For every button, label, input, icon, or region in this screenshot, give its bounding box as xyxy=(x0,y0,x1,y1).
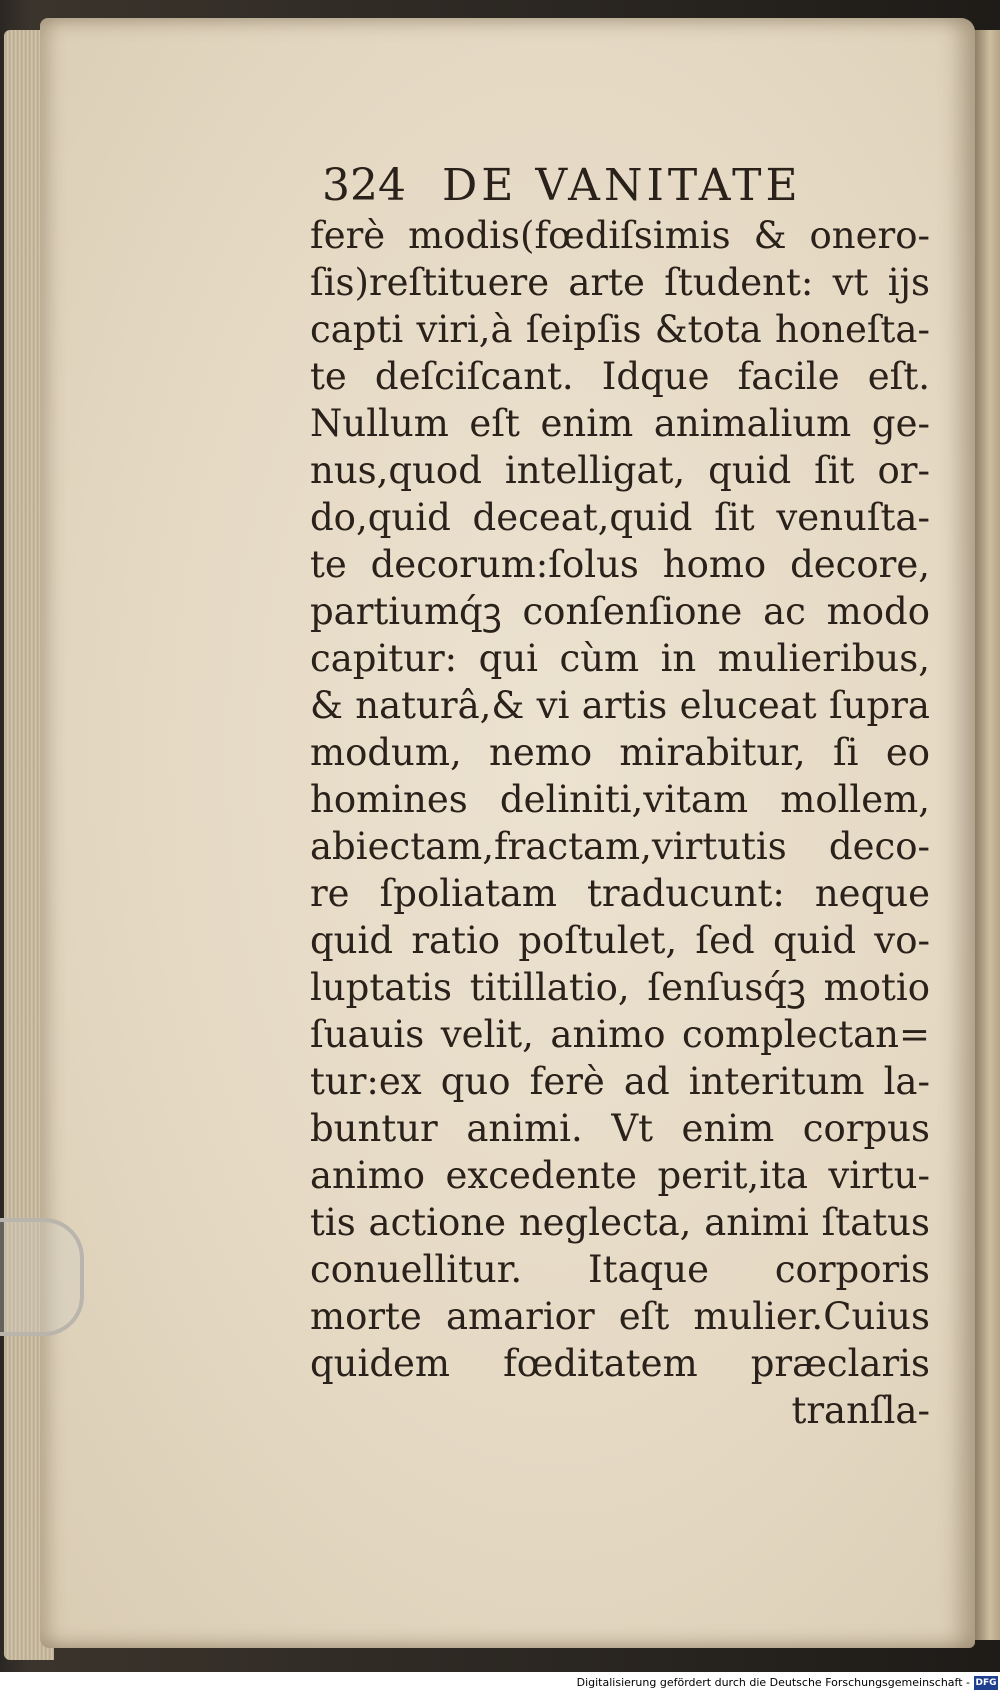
text-line: luptatis titillatio, ſenſusq́ꝫ motio xyxy=(310,966,930,1009)
text-line: conuellitur. Itaque corporis xyxy=(310,1248,930,1291)
text-line: & naturâ,& vi artis eluceat ſupra xyxy=(310,684,930,727)
text-line: tis actione neglecta, animi ſtatus xyxy=(310,1201,930,1244)
dfg-logo: DFG xyxy=(975,1678,997,1688)
text-line: quid ratio poſtulet, ſed quid vo- xyxy=(310,919,930,962)
text-line: te deſciſcant. Idque facile eſt. xyxy=(310,355,930,398)
text-line: ſuauis velit, animo complectan= xyxy=(310,1013,930,1056)
text-line: nus,quod intelligat, quid ſit or- xyxy=(310,449,930,492)
page-number: 324 xyxy=(322,160,406,211)
running-title: DE VANITATE xyxy=(442,160,802,211)
text-line: abiectam,fractam,virtutis deco- xyxy=(310,825,930,868)
facing-page-edge xyxy=(975,30,1000,1640)
text-line: homines deliniti,vitam mollem, xyxy=(310,778,930,821)
text-line: ſis)reſtituere arte ſtudent: vt ijs xyxy=(310,261,930,304)
page-clip xyxy=(0,1218,84,1336)
text-line: capti viri,à ſeipſis &tota honeſta- xyxy=(310,308,930,351)
text-line: modum, nemo mirabitur, ſi eo xyxy=(310,731,930,774)
text-line: ferè modis(fœdiſsimis & onero- xyxy=(310,214,930,257)
text-line: capitur: qui cùm in mulieribus, xyxy=(310,637,930,680)
text-line: morte amarior eſt mulier.Cuius xyxy=(310,1295,930,1338)
text-line: te decorum:ſolus homo decore, xyxy=(310,543,930,586)
text-line: partiumq́ꝫ conſenſione ac modo xyxy=(310,590,930,633)
footer-bar xyxy=(0,1672,1000,1697)
text-line: do,quid deceat,quid ſit venuſta- xyxy=(310,496,930,539)
text-line: tur:ex quo ferè ad interitum la- xyxy=(310,1060,930,1103)
running-header xyxy=(322,160,842,210)
text-line: buntur animi. Vt enim corpus xyxy=(310,1107,930,1150)
catchword: tranſla- xyxy=(791,1389,930,1432)
body-text xyxy=(310,212,930,1434)
funding-credit: Digitalisierung gefördert durch die Deutsche Forschungsgemeinschaft - xyxy=(576,1676,970,1689)
text-line: re ſpoliatam traducunt: neque xyxy=(310,872,930,915)
text-line: animo excedente perit,ita virtu- xyxy=(310,1154,930,1197)
text-line: quidem fœditatem præclaris xyxy=(310,1342,930,1385)
text-line: Nullum eſt enim animalium ge- xyxy=(310,402,930,445)
